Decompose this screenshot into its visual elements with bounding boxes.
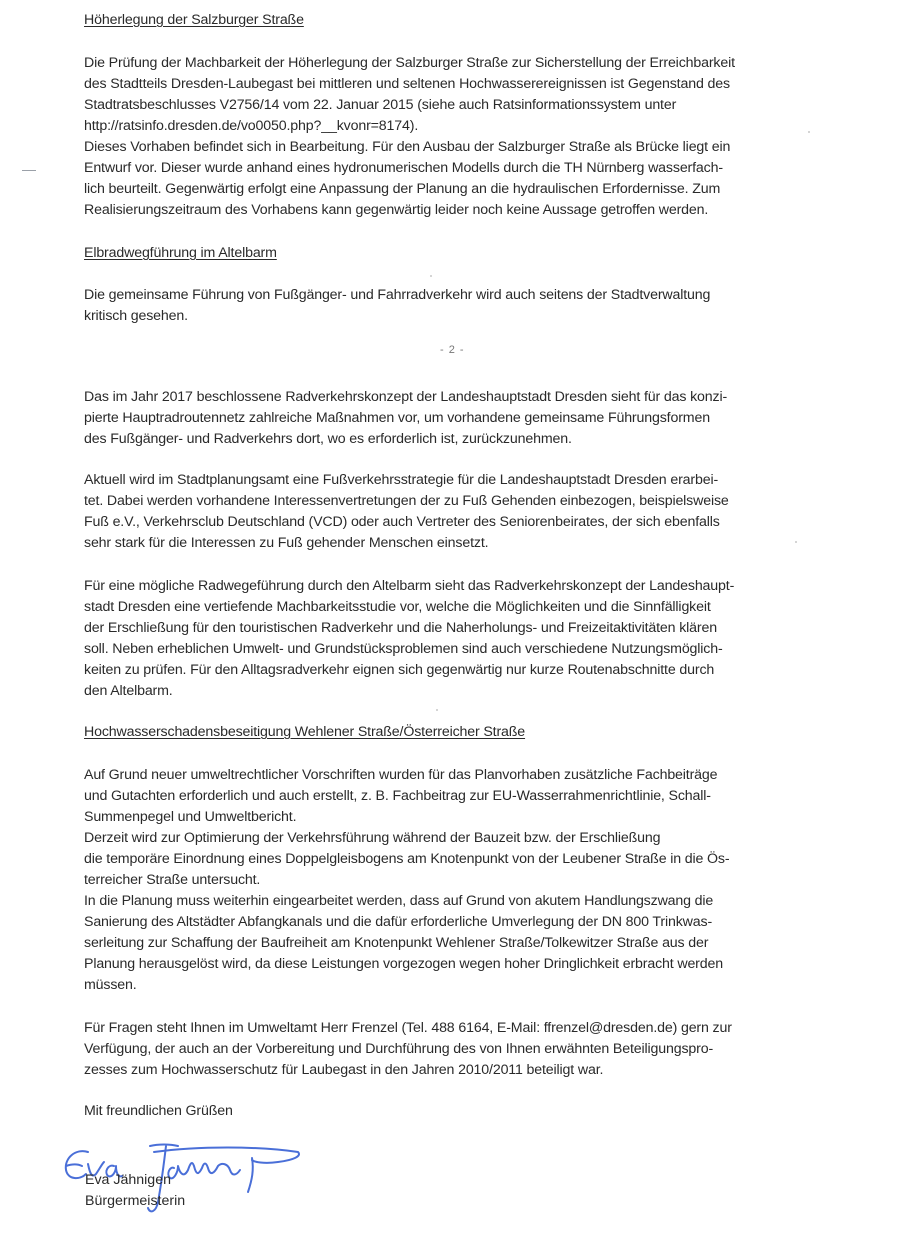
scan-speck	[436, 709, 438, 711]
paragraph-radverkehrskonzept	[84, 387, 727, 450]
text-line: Stadtratsbeschlusses V2756/14 vom 22. Januar 2015 (siehe auch Ratsinformationssystem unter	[84, 97, 677, 113]
section-heading-elbradweg: Elbradwegführung im Altelbarm	[84, 245, 277, 261]
text-line: Sanierung des Altstädter Abfangkanals und die dafür erforderliche Umverlegung der DN 800 Trinkwas-	[84, 914, 713, 930]
text-line: müssen.	[84, 977, 137, 993]
paragraph-kontakt	[84, 1018, 732, 1081]
text-line: der Erschließung für den touristischen Radverkehr und die Naherholungs- und Freizeitaktivitäten klären	[84, 620, 717, 636]
text-line: Die gemeinsame Führung von Fußgänger- und Fahrradverkehr wird auch seitens der Stadtverwaltung	[84, 287, 711, 303]
scan-speck	[795, 541, 797, 543]
text-line: lich beurteilt. Gegenwärtig erfolgt eine Anpassung der Planung an die hydraulischen Erfordernisse. Zum	[84, 181, 721, 197]
signature-stroke-underline	[154, 1148, 299, 1163]
signer-title: Bürgermeisterin	[85, 1193, 186, 1209]
text-line: des Stadtteils Dresden-Laubegast bei mittleren und seltenen Hochwasserereignissen ist Gegenstand des	[84, 76, 730, 92]
ratsinfo-link-text: http://ratsinfo.dresden.de/vo0050.php?__kvonr=8174).	[84, 118, 419, 134]
text-line: Verfügung, der auch an der Vorbereitung und Durchführung des von Ihnen erwähnten Beteiligungspro-	[84, 1041, 714, 1057]
margin-mark	[22, 170, 36, 171]
text-line: Für Fragen steht Ihnen im Umweltamt Herr Frenzel (Tel. 488 6164, E-Mail: ffrenzel@dresden.de) gern zur	[84, 1020, 732, 1036]
paragraph-gemeinsame-fuehrung	[84, 285, 710, 327]
text-line: serleitung zur Schaffung der Baufreiheit am Knotenpunkt Wehlener Straße/Tolkewitzer Straße aus der	[84, 935, 709, 951]
section-heading-hochwasserschaden: Hochwasserschadensbeseitigung Wehlener Straße/Österreicher Straße	[84, 724, 526, 740]
text-line: den Altelbarm.	[84, 683, 173, 699]
text-line: Aktuell wird im Stadtplanungsamt eine Fußverkehrsstrategie für die Landeshauptstadt Dresden erarbei-	[84, 472, 719, 488]
signature-stroke-name	[168, 1163, 240, 1178]
section-heading-salzburger-strasse: Höherlegung der Salzburger Straße	[84, 12, 304, 28]
text-line: stadt Dresden eine vertiefende Machbarkeitsstudie vor, welche die Möglichkeiten und die Sinnfälligkeit	[84, 599, 711, 615]
text-line: des Fußgänger- und Radverkehrs dort, wo es erforderlich ist, zurückzunehmen.	[84, 431, 572, 447]
text-line: Dieses Vorhaben befindet sich in Bearbeitung. Für den Ausbau der Salzburger Straße als Brücke liegt ein	[84, 139, 731, 155]
signature-stroke-tail	[248, 1158, 253, 1192]
page-number: - 2 -	[440, 344, 465, 356]
text-line: terreicher Straße untersucht.	[84, 872, 261, 888]
text-line: Die Prüfung der Machbarkeit der Höherlegung der Salzburger Straße zur Sicherstellung der Erreichbarkeit	[84, 55, 735, 71]
text-line: und Gutachten erforderlich und auch erstellt, z. B. Fachbeitrag zur EU-Wasserrahmenrichtlinie, Schall-	[84, 788, 711, 804]
text-line: Derzeit wird zur Optimierung der Verkehrsführung während der Bauzeit bzw. der Erschließung	[84, 830, 661, 846]
text-line: Entwurf vor. Dieser wurde anhand eines hydronumerischen Modells durch die TH Nürnberg wasserfach-	[84, 160, 723, 176]
text-line: sehr stark für die Interessen zu Fuß gehender Menschen einsetzt.	[84, 535, 489, 551]
text-line: Das im Jahr 2017 beschlossene Radverkehrskonzept der Landeshauptstadt Dresden sieht für das konzi-	[84, 389, 728, 405]
text-line: Realisierungszeitraum des Vorhabens kann gegenwärtig leider noch keine Aussage getroffen werden.	[84, 202, 709, 218]
text-line: Auf Grund neuer umweltrechtlicher Vorschriften wurden für das Planvorhaben zusätzliche Fachbeiträge	[84, 767, 718, 783]
closing-greeting	[84, 1101, 233, 1122]
paragraph-fussverkehrsstrategie	[84, 470, 729, 554]
scan-speck	[430, 275, 432, 277]
text-line: tet. Dabei werden vorhandene Interessenvertretungen der zu Fuß Gehenden einbezogen, beispielsweise	[84, 493, 729, 509]
text-line: Planung herausgelöst wird, da diese Leistungen vorgezogen wegen hoher Dringlichkeit erbracht werden	[84, 956, 723, 972]
text-line: kritisch gesehen.	[84, 308, 188, 324]
text-line: keiten zu prüfen. Für den Alltagsradverkehr eignen sich gegenwärtig nur kurze Routenabschnitte durch	[84, 662, 715, 678]
text-line: Für eine mögliche Radwegeführung durch den Altelbarm sieht das Radverkehrskonzept der Landeshaupt-	[84, 578, 735, 594]
text-line: Fuß e.V., Verkehrsclub Deutschland (VCD) oder auch Vertreter des Seniorenbeirates, der sich ebenfalls	[84, 514, 720, 530]
text-line: die temporäre Einordnung eines Doppelgleisbogens am Knotenpunkt von der Leubener Straße in die Ös-	[84, 851, 730, 867]
greeting-text: Mit freundlichen Grüßen	[84, 1103, 233, 1119]
scan-speck	[808, 131, 810, 133]
paragraph-radwegefuehrung-altelbarm	[84, 576, 734, 702]
paragraph-hochwasserschaden	[84, 765, 729, 996]
paragraph-salzburger-strasse	[84, 53, 735, 221]
signer-name: Eva Jähnigen	[85, 1172, 171, 1188]
text-line: soll. Neben erheblichen Umwelt- und Grundstücksproblemen sind auch verschiedene Nutzungsmöglich-	[84, 641, 723, 657]
text-line: In die Planung muss weiterhin eingearbeitet werden, dass auf Grund von akutem Handlungszwang die	[84, 893, 714, 909]
text-line: zesses zum Hochwasserschutz für Laubegast in den Jahren 2010/2011 beteiligt war.	[84, 1062, 604, 1078]
text-line: Summenpegel und Umweltbericht.	[84, 809, 297, 825]
text-line: pierte Hauptradroutennetz zahlreiche Maßnahmen vor, um vorhandene gemeinsame Führungsformen	[84, 410, 710, 426]
